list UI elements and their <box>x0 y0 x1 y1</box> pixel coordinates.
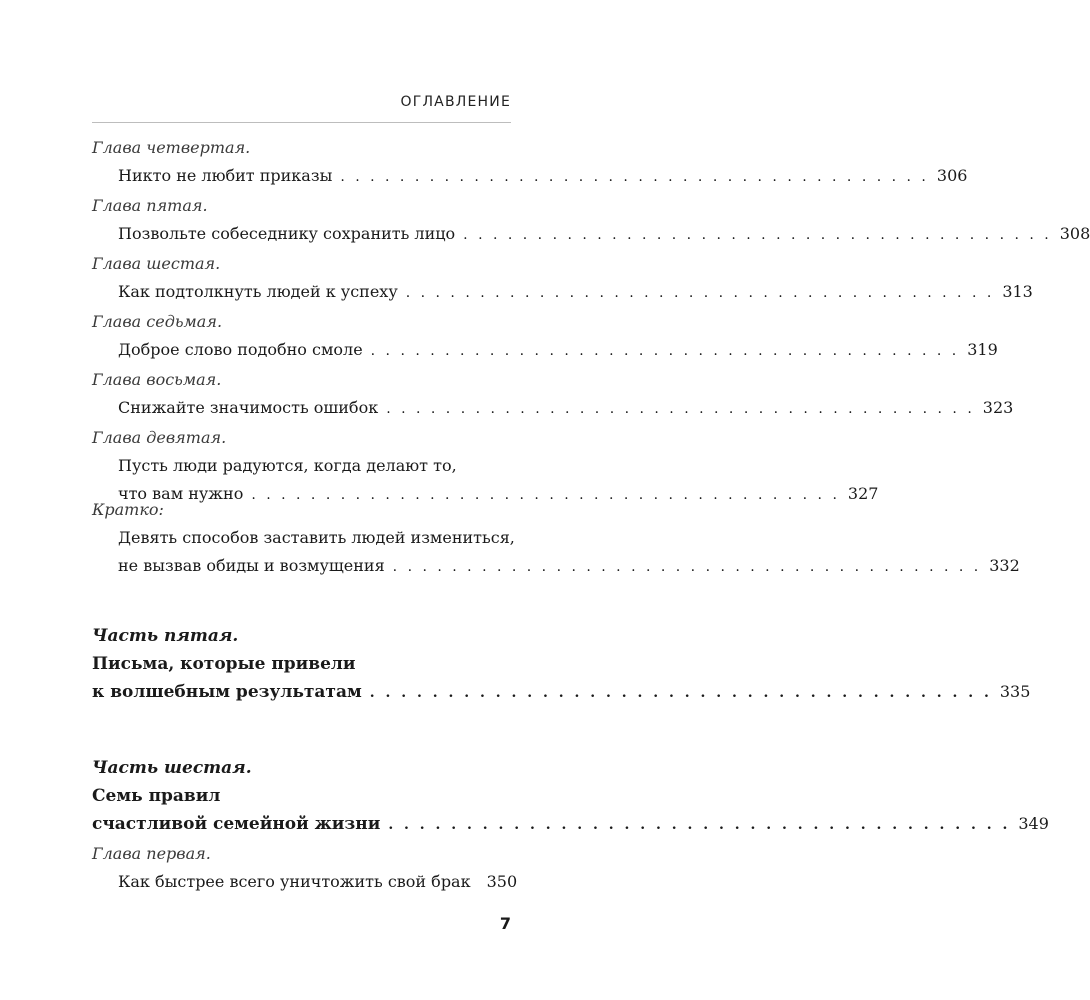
entry-label: Глава седьмая. <box>92 312 223 331</box>
entry-line <box>92 336 998 365</box>
toc-entry-part6-chapter-1[interactable] <box>92 840 518 897</box>
entry-title: Как подтолкнуть людей к успеху <box>118 282 398 301</box>
entry-title: Девять способов заставить людей измениться, <box>118 528 515 547</box>
entry-line <box>92 552 1020 581</box>
part-title-continued: к волшебным результатам <box>92 682 362 702</box>
entry-line <box>92 220 1090 249</box>
entry-title-continued: что вам нужно <box>118 484 244 503</box>
leader-dots: . . . . . . . . . . . . . . . . . . . . . . . . . . . . . . . . . . . . . . . . <box>369 685 992 701</box>
entry-title: Пусть люди радуются, когда делают то, <box>118 456 457 475</box>
part-title: Семь правил <box>92 786 221 806</box>
entry-line <box>92 278 1033 307</box>
page-number: 313 <box>1002 282 1033 301</box>
part-line <box>92 810 1049 839</box>
page-number: 306 <box>936 166 968 185</box>
entry-line <box>92 452 511 480</box>
leader-dots: . . . . . . . . . . . . . . . . . . . . . . . . . . . . . . . . . . . . . . . . <box>463 227 1052 243</box>
toc-entry-chapter-7[interactable] <box>92 308 998 365</box>
page-number: 335 <box>999 682 1031 701</box>
part-line <box>92 782 511 810</box>
toc-entry-chapter-6[interactable] <box>92 250 1033 307</box>
toc-entry-chapter-5[interactable] <box>92 192 1090 249</box>
page-number: 319 <box>967 340 998 359</box>
part-label: Часть шестая. <box>92 758 252 778</box>
part-line <box>92 650 511 678</box>
part-line <box>92 678 1031 707</box>
entry-line <box>92 394 1014 423</box>
page-number: 332 <box>989 556 1020 575</box>
entry-label: Глава девятая. <box>92 428 227 447</box>
entry-title-continued: не вызвав обиды и возмущения <box>118 556 385 575</box>
part-label: Часть пятая. <box>92 626 239 646</box>
leader-dots: . . . . . . . . . . . . . . . . . . . . . . . . . . . . . . . . . . . . . . . . <box>340 169 929 185</box>
entry-title: Снижайте значимость ошибок <box>118 398 379 417</box>
entry-title: Как быстрее всего уничтожить свой брак <box>118 872 471 891</box>
page-number: 349 <box>1018 814 1049 833</box>
page-number: 323 <box>982 398 1014 417</box>
leader-dots: . . . . . . . . . . . . . . . . . . . . . . . . . . . . . . . . . . . . . . . . <box>251 487 840 503</box>
part-title: Письма, которые привели <box>92 654 356 674</box>
entry-label: Глава восьмая. <box>92 370 222 389</box>
entry-label: Глава пятая. <box>92 196 208 215</box>
toc-entry-chapter-4[interactable] <box>92 134 968 191</box>
entry-label: Кратко: <box>92 500 164 519</box>
toc-part-5[interactable] <box>92 622 1031 707</box>
leader-dots: . . . . . . . . . . . . . . . . . . . . . . . . . . . . . . . . . . . . . . . . <box>392 559 982 575</box>
entry-title: Никто не любит приказы <box>118 166 333 185</box>
part-title-continued: счастливой семейной жизни <box>92 814 381 834</box>
running-header: ОГЛАВЛЕНИЕ <box>400 94 511 110</box>
entry-label: Глава первая. <box>92 844 211 863</box>
toc-entry-summary[interactable] <box>92 496 1020 581</box>
entry-line <box>92 524 515 552</box>
header-rule <box>92 122 511 123</box>
leader-dots: . . . . . . . . . . . . . . . . . . . . . . . . . . . . . . . . . . . . . . . . <box>405 285 995 301</box>
toc-entry-chapter-8[interactable] <box>92 366 1014 423</box>
entry-title: Позвольте собеседнику сохранить лицо <box>118 224 456 243</box>
entry-line <box>92 162 968 191</box>
leader-dots: . . . . . . . . . . . . . . . . . . . . . . . . . . . . . . . . . . . . . . . . <box>370 343 960 359</box>
entry-label: Глава четвертая. <box>92 138 251 157</box>
toc-part-6[interactable] <box>92 754 1049 839</box>
page-number: 327 <box>847 484 879 503</box>
leader-dots: . . . . . . . . . . . . . . . . . . . . . . . . . . . . . . . . . . . . . . . . <box>386 401 975 417</box>
entry-label: Глава шестая. <box>92 254 221 273</box>
leader-dots: . . . . . . . . . . . . . . . . . . . . . . . . . . . . . . . . . . . . . . . . <box>388 817 1011 833</box>
entry-line <box>92 868 518 897</box>
page-number: 308 <box>1059 224 1090 243</box>
entry-title: Доброе слово подобно смоле <box>118 340 363 359</box>
page-number: 350 <box>486 872 518 891</box>
page-folio: 7 <box>499 914 511 933</box>
